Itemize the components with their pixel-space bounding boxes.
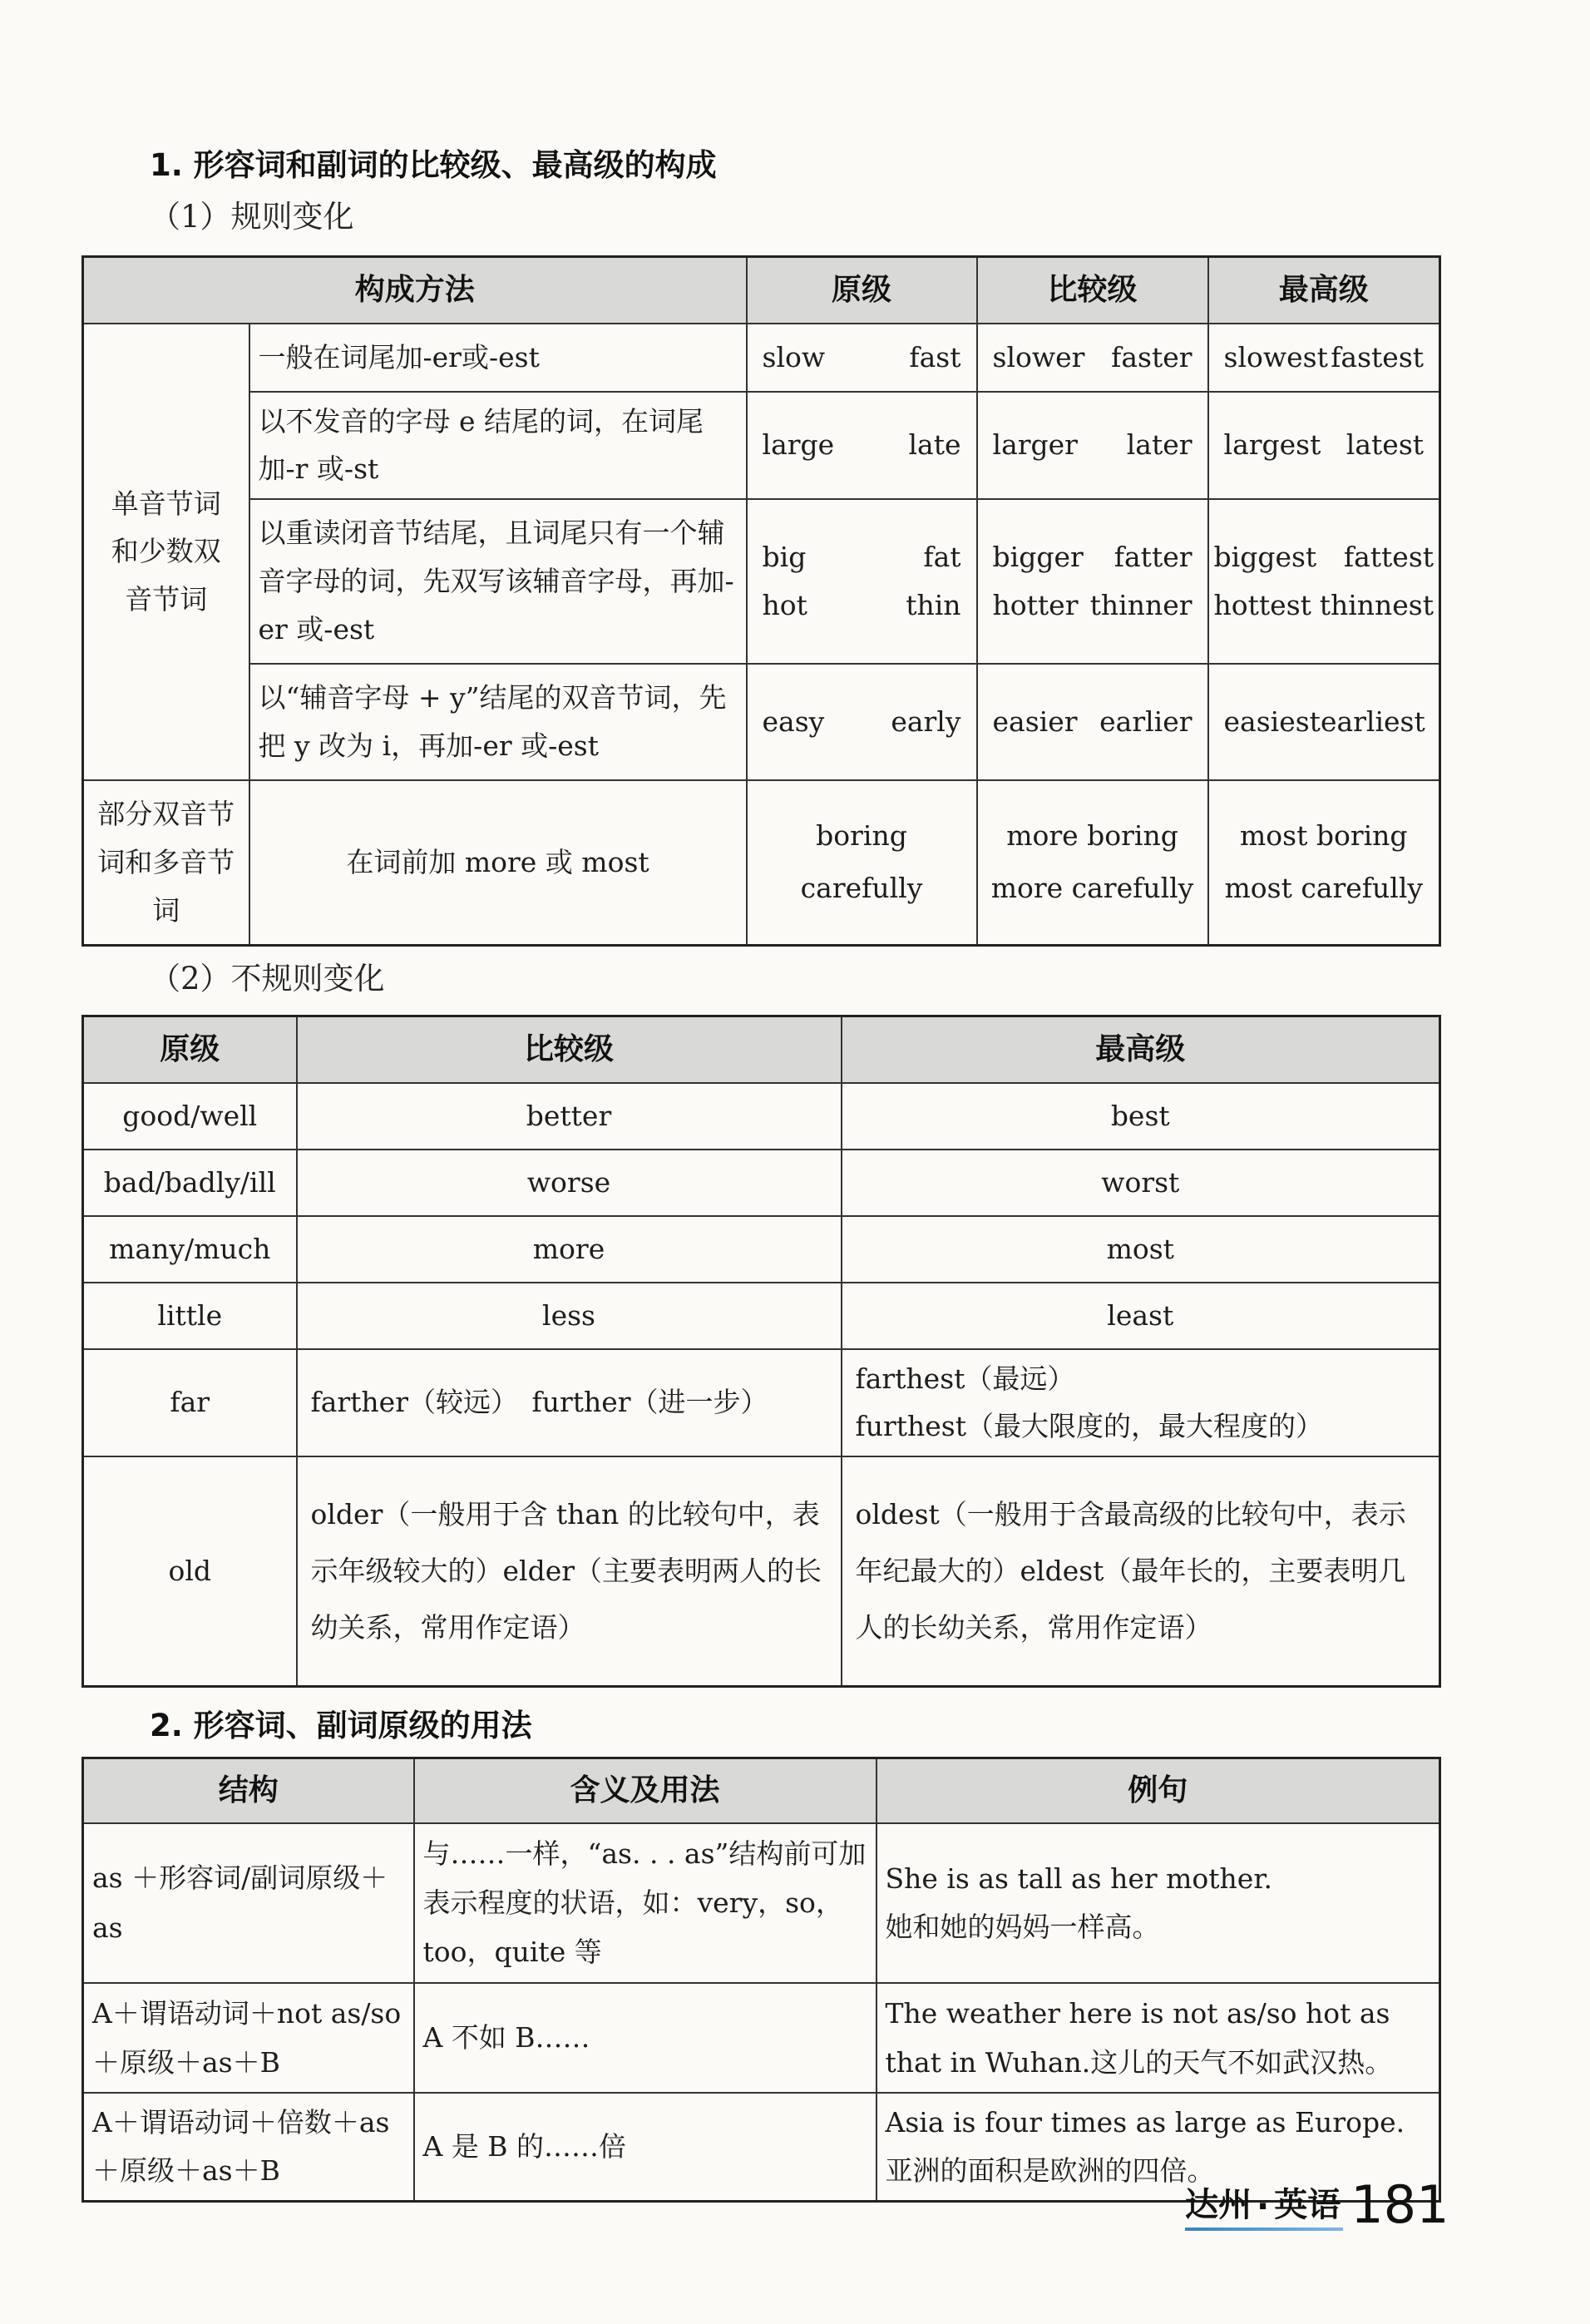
- base-cell: old: [83, 1456, 297, 1686]
- method-cell: 以重读闭音节结尾，且词尾只有一个辅音字母的词，先双写该辅音字母，再加-er 或-est: [249, 499, 747, 664]
- base-cell: far: [83, 1349, 297, 1457]
- irregular-subtitle: （2）不规则变化: [150, 961, 385, 996]
- header-superlative: 最高级: [1208, 257, 1440, 324]
- superlative-cell: best: [842, 1083, 1440, 1150]
- header-meaning: 含义及用法: [414, 1758, 876, 1823]
- comparative-cell: worse: [297, 1150, 842, 1216]
- base-cell: large late: [747, 392, 977, 500]
- irregular-table: [81, 1015, 1441, 1688]
- table-row: [83, 664, 1440, 780]
- meaning-cell: A 不如 B……: [414, 1983, 876, 2094]
- header-base: 原级: [83, 1016, 297, 1083]
- comparative-cell: older（一般用于含 than 的比较句中，表示年级较大的）elder（主要表明两人的长幼关系，常用作定语）: [297, 1456, 842, 1686]
- group2-label: 部分双音节词和多音节词: [83, 780, 249, 945]
- table-row: [83, 1349, 1440, 1457]
- superlative-cell: largest latest: [1208, 392, 1440, 500]
- base-cell: boring carefully: [747, 780, 977, 945]
- page-footer: [1185, 2173, 1449, 2235]
- table-row: [83, 1456, 1440, 1686]
- superlative-cell: most: [842, 1216, 1440, 1283]
- header-comparative: 比较级: [977, 257, 1208, 324]
- comparative-cell: less: [297, 1283, 842, 1349]
- header-structure: 结构: [83, 1758, 414, 1823]
- method-cell: 以“辅音字母 + y”结尾的双音节词，先把 y 改为 i，再加-er 或-est: [249, 664, 747, 780]
- superlative-cell: oldest（一般用于含最高级的比较句中，表示年纪最大的）eldest（最年长的，主要表明几人的长幼关系，常用作定语）: [842, 1456, 1440, 1686]
- section2-title: 2. 形容词、副词原级的用法: [150, 1708, 532, 1743]
- structure-cell: A＋谓语动词＋not as/so＋原级＋as＋B: [83, 1983, 414, 2094]
- comparative-cell: farther（较远） further（进一步）: [297, 1349, 842, 1457]
- example-cell: She is as tall as her mother. 她和她的妈妈一样高。: [876, 1823, 1440, 1983]
- base-cell: big fat hot thin: [747, 499, 977, 664]
- base-cell: little: [83, 1283, 297, 1349]
- meaning-cell: A 是 B 的……倍: [414, 2093, 876, 2201]
- table-row: [83, 1083, 1440, 1150]
- footer-region: 达州: [1185, 2186, 1252, 2224]
- regular-table: [81, 255, 1441, 947]
- group1-label: 单音节词和少数双音节词: [83, 324, 249, 781]
- table-row: [83, 1216, 1440, 1283]
- base-cell: easy early: [747, 664, 977, 780]
- method-cell: 在词前加 more 或 most: [249, 780, 747, 945]
- page-number: 181: [1351, 2174, 1449, 2235]
- base-cell: good/well: [83, 1083, 297, 1150]
- table-row: [83, 1983, 1440, 2094]
- superlative-cell: farthest（最远） furthest（最大限度的，最大程度的）: [842, 1349, 1440, 1457]
- superlative-cell: slowest fastest: [1208, 324, 1440, 392]
- usage-table: [81, 1757, 1441, 2203]
- table-row: [83, 1823, 1440, 1983]
- section1-title: 1. 形容词和副词的比较级、最高级的构成: [150, 147, 717, 183]
- table-row: [83, 392, 1440, 500]
- structure-cell: as ＋形容词/副词原级＋ as: [83, 1823, 414, 1983]
- table-row: [83, 1283, 1440, 1349]
- base-cell: bad/badly/ill: [83, 1150, 297, 1216]
- table-row: [83, 324, 1440, 392]
- table-row: [83, 499, 1440, 664]
- superlative-cell: most boring most carefully: [1208, 780, 1440, 945]
- comparative-cell: more: [297, 1216, 842, 1283]
- footer-accent-line: [1185, 2228, 1343, 2231]
- example-cell: Asia is four times as large as Europe. 亚洲的面积是欧洲的四倍。: [876, 2093, 1440, 2201]
- regular-subtitle: （1）规则变化: [150, 199, 354, 235]
- footer-subject: 英语: [1274, 2186, 1341, 2224]
- comparative-cell: bigger fatter hotter thinner: [977, 499, 1208, 664]
- table-row: [83, 780, 1440, 945]
- method-cell: 一般在词尾加-er或-est: [249, 324, 747, 392]
- base-cell: many/much: [83, 1216, 297, 1283]
- comparative-cell: easier earlier: [977, 664, 1208, 780]
- header-superlative: 最高级: [842, 1016, 1440, 1083]
- comparative-cell: slower faster: [977, 324, 1208, 392]
- header-method: 构成方法: [83, 257, 747, 324]
- header-base: 原级: [747, 257, 977, 324]
- header-comparative: 比较级: [297, 1016, 842, 1083]
- method-cell: 以不发音的字母 e 结尾的词，在词尾加-r 或-st: [249, 392, 747, 500]
- superlative-cell: biggest fattest hottest thinnest: [1208, 499, 1440, 664]
- example-cell: The weather here is not as/so hot as that in Wuhan.这儿的天气不如武汉热。: [876, 1983, 1440, 2094]
- superlative-cell: worst: [842, 1150, 1440, 1216]
- base-cell: slow fast: [747, 324, 977, 392]
- comparative-cell: more boring more carefully: [977, 780, 1208, 945]
- meaning-cell: 与……一样，“as. . . as”结构前可加表示程度的状语，如：very，so，too，quite 等: [414, 1823, 876, 1983]
- superlative-cell: easiest earliest: [1208, 664, 1440, 780]
- superlative-cell: least: [842, 1283, 1440, 1349]
- comparative-cell: better: [297, 1083, 842, 1150]
- table-row: [83, 1150, 1440, 1216]
- footer-separator: ·: [1257, 2188, 1270, 2226]
- structure-cell: A＋谓语动词＋倍数＋as＋原级＋as＋B: [83, 2093, 414, 2201]
- comparative-cell: larger later: [977, 392, 1208, 500]
- header-example: 例句: [876, 1758, 1440, 1823]
